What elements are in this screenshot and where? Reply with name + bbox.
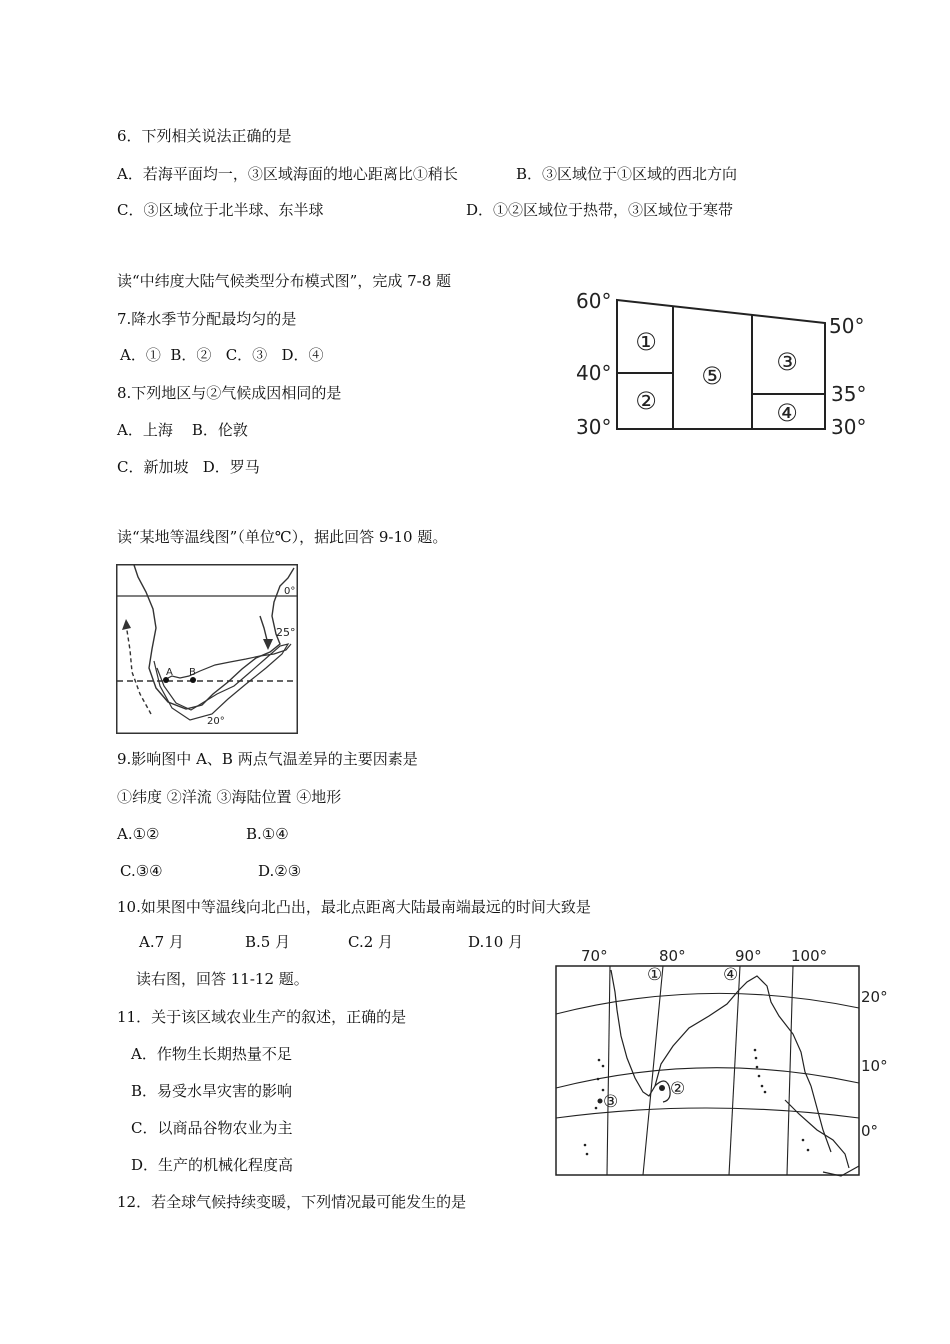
point-a-label: A: [166, 667, 173, 678]
lat-30-right-label: 30°: [831, 415, 867, 439]
q9-stem: 9.影响图中 A、B 两点气温差异的主要因素是: [117, 750, 418, 768]
q8-stem: 8.下列地区与②气候成因相同的是: [117, 384, 342, 402]
meridian-70: [607, 966, 610, 1175]
q8-options-ab: A．上海 B．伦敦: [117, 421, 248, 439]
q12-stem: 12．若全球气候持续变暖，下列情况最可能发生的是: [117, 1193, 467, 1211]
q9-option-b: B.①④: [246, 825, 289, 843]
coastline: [134, 565, 294, 709]
group1112-intro: 读右图，回答 11-12 题。: [136, 970, 309, 988]
q9-option-a: A.①②: [117, 825, 160, 843]
q9-items: ①纬度 ②洋流 ③海陆位置 ④地形: [117, 788, 342, 806]
q6-option-a: A．若海平面均一，③区域海面的地心距离比①稍长: [117, 165, 458, 183]
isotherm-figure: [116, 564, 298, 734]
point-b-label: B: [189, 667, 196, 678]
meridian-90: [729, 966, 740, 1175]
parallel-20: [556, 993, 859, 1014]
lat-60-label: 60°: [576, 289, 612, 313]
q6-stem: 6．下列相关说法正确的是: [117, 127, 292, 145]
current-arrow-west-head: [122, 619, 131, 630]
lat-40-label: 40°: [576, 361, 612, 385]
q10-option-a: A.7 月: [139, 933, 184, 951]
lon-100-label: 100°: [791, 947, 828, 965]
region-1-label: ①: [635, 328, 657, 356]
q7-stem: 7.降水季节分配最均匀的是: [117, 310, 297, 328]
region-5-label: ⑤: [701, 362, 723, 390]
q11-option-b: B．易受水旱灾害的影响: [131, 1082, 293, 1100]
parallel-10: [556, 1068, 859, 1088]
q6-option-b: B．③区域位于①区域的西北方向: [516, 165, 738, 183]
q9-option-d: D.②③: [258, 862, 302, 880]
q11-option-c: C．以商品谷物农业为主: [131, 1119, 293, 1137]
mark-1-label: ①: [647, 965, 663, 985]
marker-2-dot: [659, 1085, 665, 1091]
current-arrow-west: [126, 624, 151, 714]
region-4-label: ④: [776, 399, 798, 427]
coastline-mainland: [611, 970, 811, 1096]
sri-lanka: [655, 1081, 670, 1102]
lat-10-label: 10°: [861, 1057, 888, 1075]
lon-70-label: 70°: [581, 947, 608, 965]
marker-3-dot: [598, 1099, 603, 1104]
mark-2-label: ②: [670, 1079, 686, 1099]
q11-option-d: D．生产的机械化程度高: [131, 1156, 294, 1174]
lat-50-label: 50°: [829, 314, 865, 338]
current-arrow-east-head: [263, 639, 273, 650]
q11-option-a: A．作物生长期热量不足: [131, 1045, 292, 1063]
south-asia-map-figure: [555, 940, 895, 1180]
q11-stem: 11．关于该区域农业生产的叙述，正确的是: [117, 1008, 407, 1026]
lon-80-label: 80°: [659, 947, 686, 965]
region-3-label: ③: [776, 348, 798, 376]
q6-option-c: C．③区域位于北半球、东半球: [117, 201, 324, 219]
q10-option-b: B.5 月: [245, 933, 291, 951]
group910-intro: 读“某地等温线图”（单位℃），据此回答 9-10 题。: [117, 528, 448, 546]
q10-stem: 10.如果图中等温线向北凸出，最北点距离大陆最南端最远的时间大致是: [117, 898, 591, 916]
mark-4-label: ④: [723, 965, 739, 985]
lat-30-left-label: 30°: [576, 415, 612, 439]
q7-options: A．① B．② C．③ D．④: [120, 346, 324, 364]
lat-35-label: 35°: [831, 382, 867, 406]
lon-90-label: 90°: [735, 947, 762, 965]
isotherm-25-label: 25°: [276, 626, 296, 639]
coastline-peninsula-east: [811, 1086, 831, 1152]
q6-option-d: D．①②区域位于热带，③区域位于寒带: [466, 201, 734, 219]
climate-model-figure: [570, 288, 880, 443]
mark-3-label: ③: [603, 1092, 619, 1112]
q10-option-c: C.2 月: [348, 933, 394, 951]
parallel-0: [556, 1108, 859, 1118]
group78-intro: 读“中纬度大陆气候类型分布模式图”，完成 7-8 题: [117, 272, 452, 290]
q10-option-d: D.10 月: [468, 933, 524, 951]
lat-0-label: 0°: [284, 586, 296, 597]
q9-option-c: C.③④: [120, 862, 163, 880]
lat-0-label: 0°: [861, 1122, 879, 1140]
region-2-label: ②: [635, 387, 657, 415]
isotherm-20-label: 20°: [207, 716, 225, 727]
lat-20-label: 20°: [861, 988, 888, 1006]
q8-options-cd: C．新加坡 D．罗马: [117, 458, 260, 476]
